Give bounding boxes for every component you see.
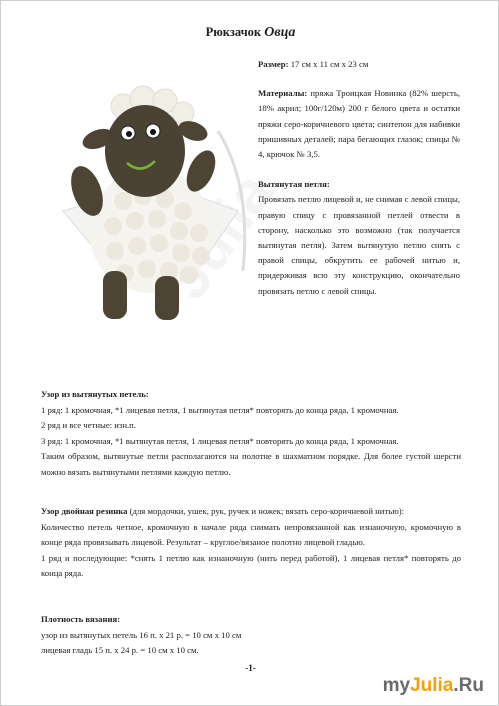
brand-logo: myJulia.Ru bbox=[382, 675, 484, 696]
materials-text: пряжа Троицкая Новинка (82% шерсть, 18% акрил; 100г/120м) 200 г белого цвета и остатки пряжи серо-коричневого цвета; синтепон для набивки пришивных деталей; пара бегающих глазок; спицы № 4, крючок № 3,5. bbox=[258, 88, 460, 160]
title-name: Овца bbox=[264, 25, 296, 40]
density-heading: Плотность вязания: bbox=[41, 614, 121, 624]
rib-line: 1 ряд и последующие: *снять 1 петлю как изнаночную (нить перед работой), 1 лицевая петля* повторять до конца ряда. bbox=[41, 552, 461, 579]
size-line bbox=[258, 57, 460, 72]
materials-label: Материалы: bbox=[258, 88, 308, 99]
rib-line: Количество петель четное, кромочную в начале ряда снимать непровязанной как изнаночную, кромочную в конце ряда провязывать лицевой. Результат – круглое/вязаное полотно лицевой гладью. bbox=[41, 521, 461, 548]
rib-section bbox=[41, 504, 461, 582]
density-line: узор из вытянутых петель 16 п. х 21 р. = 10 см х 10 см bbox=[41, 629, 242, 640]
pattern-section bbox=[41, 387, 461, 481]
rib-heading: Узор двойная резинка (для мордочки, ушек, рук, ручек и ножек; вязать серо-коричневой нитью): bbox=[41, 506, 405, 516]
pattern-line: 3 ряд: 1 кромочная, *1 вытянутая петля, 1 лицевая петля* повторять до конца ряда, 1 кромочная. bbox=[41, 435, 399, 446]
materials-paragraph bbox=[258, 86, 460, 162]
pattern-line: 2 ряд и все четные: изн.п. bbox=[41, 420, 136, 431]
loop-heading: Вытянутая петля: bbox=[258, 179, 330, 190]
intro-column bbox=[258, 57, 460, 299]
title-prefix: Рюкзачок bbox=[205, 25, 265, 39]
density-line: лицевая гладь 15 п. х 24 р. = 10 см х 10 см. bbox=[41, 645, 199, 656]
pattern-line: Таким образом, вытянутые петли располагаются на полотне в шахматном порядке. Для более густой шерсти можно вязать вытянутыми петлями каждую петлю. bbox=[41, 451, 461, 477]
loop-text: Провязать петлю лицевой и, не снимая с левой спицы, правую спицу с провязанной петлей отвести в сторону, насколько это возможно (так получается вытянутая петля). Затем вытянутую петлю снять с правой спицы, обкрутить ее рабочей нитью и, придерживая всю эту конструкцию, окончательно провязать петлю с левой спицы. bbox=[258, 194, 460, 296]
pattern-line: 1 ряд: 1 кромочная, *1 лицевая петля, 1 вытянутая петля* повторять до конца ряда, 1 кромочная. bbox=[41, 404, 399, 415]
page-number: -1- bbox=[245, 663, 256, 673]
size-value: 17 см х 11 см х 23 см bbox=[288, 59, 369, 69]
sheep-backpack-photo bbox=[43, 61, 253, 351]
page-title bbox=[1, 25, 499, 41]
density-section bbox=[41, 612, 461, 659]
size-label: Размер: bbox=[258, 59, 289, 69]
pattern-heading: Узор из вытянутых петель: bbox=[41, 389, 149, 399]
